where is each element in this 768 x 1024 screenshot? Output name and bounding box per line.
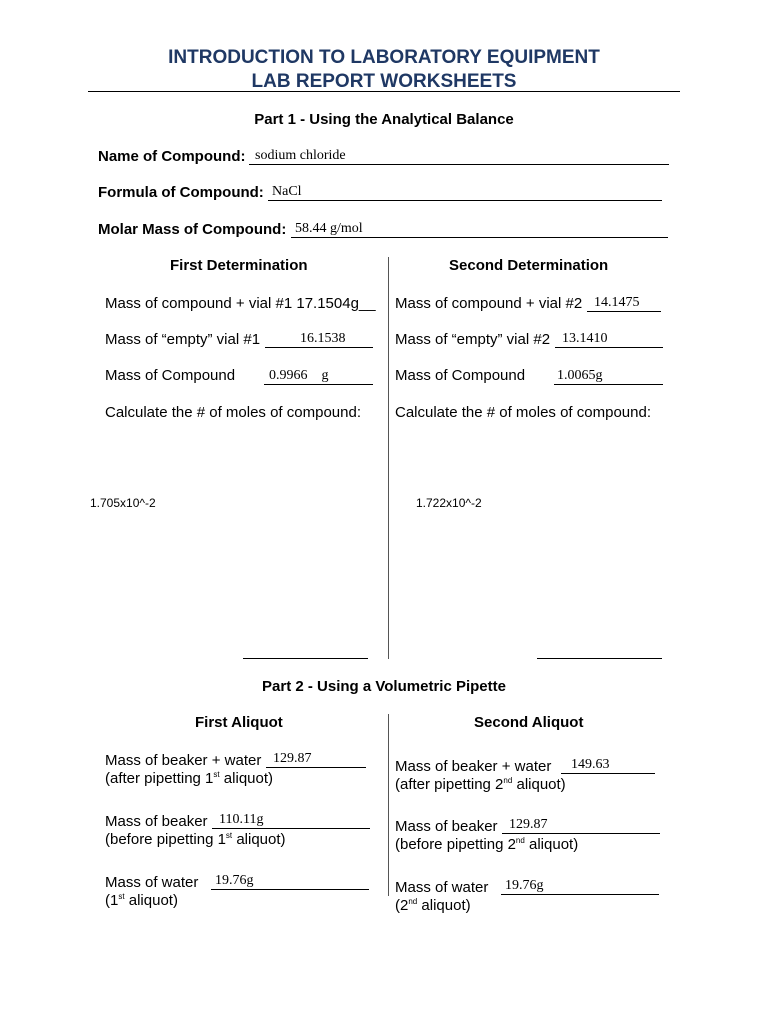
part1-heading: Part 1 - Using the Analytical Balance <box>254 111 514 128</box>
first-after-pipetting-note: (after pipetting 1st aliquot) <box>105 770 274 787</box>
first-answer-line[interactable] <box>243 658 368 659</box>
second-beaker-field[interactable] <box>502 815 660 834</box>
first-compound-mass-field[interactable] <box>264 366 373 385</box>
compound-formula-value: NaCl <box>272 184 302 199</box>
molar-mass-value: 58.44 g/mol <box>295 221 363 236</box>
second-water-field[interactable] <box>501 876 659 895</box>
second-aliquot-heading: Second Aliquot <box>474 714 584 731</box>
second-beaker-water-label: Mass of beaker + water <box>395 758 552 775</box>
second-aliquot-note: (2nd aliquot) <box>395 897 471 914</box>
second-after-pipetting-note: (after pipetting 2nd aliquot) <box>395 776 566 793</box>
second-water-value: 19.76g <box>505 878 544 893</box>
compound-name-value: sodium chloride <box>255 148 346 163</box>
second-beaker-water-value: 149.63 <box>571 757 610 772</box>
first-empty-vial-value: 16.1538 <box>300 331 346 346</box>
second-mass-vial-field[interactable] <box>587 293 661 312</box>
second-beaker-value: 129.87 <box>509 817 548 832</box>
document-title-line1: INTRODUCTION TO LABORATORY EQUIPMENT <box>168 47 600 68</box>
second-empty-vial-value: 13.1410 <box>562 331 608 346</box>
second-empty-vial-label: Mass of “empty” vial #2 <box>395 331 551 348</box>
second-empty-vial-field[interactable] <box>555 329 663 348</box>
first-aliquot-note: (1st aliquot) <box>105 892 178 909</box>
second-determination-heading: Second Determination <box>449 257 609 274</box>
document-title-line2: LAB REPORT WORKSHEETS <box>251 71 517 92</box>
first-compound-mass-label: Mass of Compound <box>105 367 236 384</box>
first-beaker-value: 110.11g <box>219 812 264 827</box>
first-before-pipetting-note: (before pipetting 1st aliquot) <box>105 831 286 848</box>
part2-column-divider <box>388 714 389 896</box>
molar-mass-label: Molar Mass of Compound: <box>98 221 287 238</box>
first-compound-mass-value: 0.9966 g <box>269 368 329 383</box>
first-beaker-water-value: 129.87 <box>273 751 312 766</box>
first-water-value: 19.76g <box>215 873 254 888</box>
first-beaker-water-label: Mass of beaker + water <box>105 752 262 769</box>
compound-formula-label: Formula of Compound: <box>98 184 264 201</box>
compound-name-label: Name of Compound: <box>98 148 246 165</box>
first-moles-answer: 1.705x10^-2 <box>90 496 156 510</box>
part1-column-divider <box>388 257 389 659</box>
first-water-field[interactable] <box>211 871 369 890</box>
molar-mass-field[interactable] <box>291 219 668 238</box>
second-beaker-water-field[interactable] <box>561 755 655 774</box>
first-beaker-water-field[interactable] <box>266 749 366 768</box>
first-water-label: Mass of water <box>105 874 199 891</box>
first-calc-moles-label: Calculate the # of moles of compound: <box>105 404 361 421</box>
second-compound-mass-value: 1.0065g <box>557 368 603 383</box>
first-determination-heading: First Determination <box>170 257 308 274</box>
part2-heading: Part 2 - Using a Volumetric Pipette <box>262 678 506 695</box>
second-before-pipetting-note: (before pipetting 2nd aliquot) <box>395 836 579 853</box>
first-empty-vial-label: Mass of “empty” vial #1 <box>105 331 261 348</box>
first-mass-vial-line: Mass of compound + vial #1 17.1504g__ <box>105 295 376 312</box>
second-compound-mass-label: Mass of Compound <box>395 367 526 384</box>
compound-name-field[interactable] <box>249 146 669 165</box>
second-mass-vial-value: 14.1475 <box>594 295 640 310</box>
second-answer-line[interactable] <box>537 658 662 659</box>
compound-formula-field[interactable] <box>268 182 662 201</box>
first-beaker-label: Mass of beaker <box>105 813 208 830</box>
title-rule <box>88 91 680 92</box>
second-beaker-label: Mass of beaker <box>395 818 498 835</box>
second-compound-mass-field[interactable] <box>554 366 663 385</box>
second-mass-vial-label: Mass of compound + vial #2 <box>395 295 583 312</box>
first-empty-vial-field[interactable] <box>265 329 373 348</box>
second-moles-answer: 1.722x10^-2 <box>416 496 482 510</box>
first-beaker-field[interactable] <box>212 810 370 829</box>
first-aliquot-heading: First Aliquot <box>195 714 283 731</box>
second-calc-moles-label: Calculate the # of moles of compound: <box>395 404 651 421</box>
second-water-label: Mass of water <box>395 879 489 896</box>
